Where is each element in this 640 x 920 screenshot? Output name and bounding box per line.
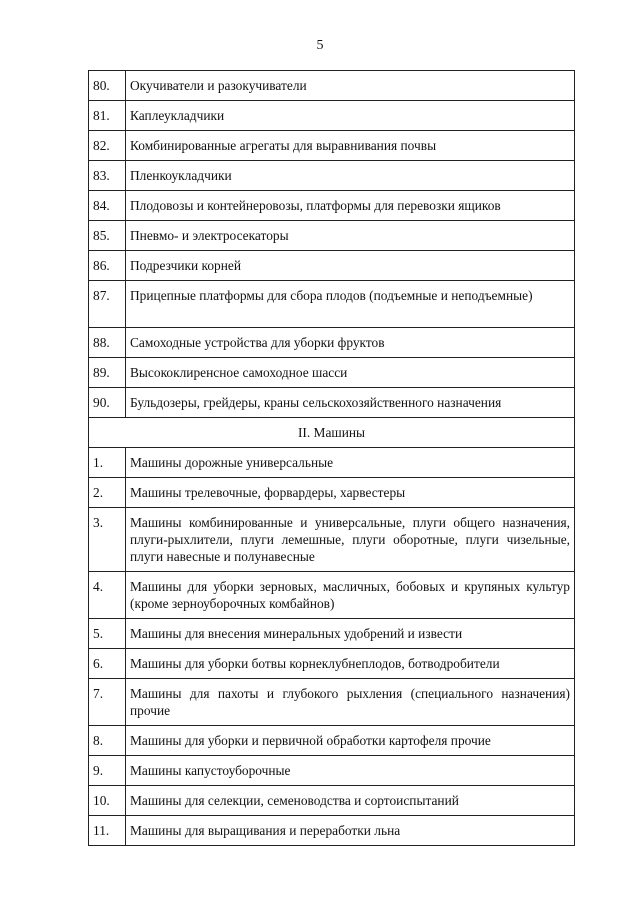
table-row (89, 649, 575, 679)
table-row (89, 619, 575, 649)
row-number: 4. (89, 572, 126, 619)
table-row (89, 756, 575, 786)
row-text: Машины дорожные универсальные (126, 448, 575, 478)
table-part-1 (89, 71, 575, 418)
row-text: Бульдозеры, грейдеры, краны сельскохозяйственного назначения (126, 388, 575, 418)
row-text: Пленкоукладчики (126, 161, 575, 191)
row-number: 88. (89, 328, 126, 358)
row-text: Машины для пахоты и глубокого рыхления (специального назначения) прочие (126, 679, 575, 726)
row-number: 82. (89, 131, 126, 161)
row-text: Машины для уборки и первичной обработки картофеля прочие (126, 726, 575, 756)
row-number: 5. (89, 619, 126, 649)
row-number: 80. (89, 71, 126, 101)
row-number: 7. (89, 679, 126, 726)
row-text: Машины для внесения минеральных удобрений и извести (126, 619, 575, 649)
table-row (89, 221, 575, 251)
section-title: II. Машины (89, 418, 575, 448)
row-number: 83. (89, 161, 126, 191)
table-row (89, 281, 575, 328)
table-row (89, 191, 575, 221)
row-number: 2. (89, 478, 126, 508)
row-number: 6. (89, 649, 126, 679)
table-row (89, 816, 575, 846)
table-row (89, 726, 575, 756)
row-text: Окучиватели и разокучиватели (126, 71, 575, 101)
table-row (89, 161, 575, 191)
machinery-list-table (88, 70, 575, 846)
row-number: 87. (89, 281, 126, 328)
table-part-2 (89, 448, 575, 846)
table-row (89, 131, 575, 161)
row-text: Самоходные устройства для уборки фруктов (126, 328, 575, 358)
row-text: Машины трелевочные, форвардеры, харвестеры (126, 478, 575, 508)
row-number: 85. (89, 221, 126, 251)
table-section-header (89, 418, 575, 448)
row-number: 89. (89, 358, 126, 388)
row-number: 86. (89, 251, 126, 281)
row-text: Машины для уборки ботвы корнеклубнеплодов, ботводробители (126, 649, 575, 679)
row-text: Плодовозы и контейнеровозы, платформы для перевозки ящиков (126, 191, 575, 221)
row-text: Машины для выращивания и переработки льна (126, 816, 575, 846)
row-text: Комбинированные агрегаты для выравнивания почвы (126, 131, 575, 161)
row-text: Каплеукладчики (126, 101, 575, 131)
row-text: Подрезчики корней (126, 251, 575, 281)
row-number: 1. (89, 448, 126, 478)
row-number: 9. (89, 756, 126, 786)
table-row (89, 358, 575, 388)
table-row (89, 251, 575, 281)
row-text: Пневмо- и электросекаторы (126, 221, 575, 251)
row-number: 81. (89, 101, 126, 131)
row-text: Машины для уборки зерновых, масличных, бобовых и крупяных культур (кроме зерноуборочных комбайнов) (126, 572, 575, 619)
row-number: 10. (89, 786, 126, 816)
table-row (89, 508, 575, 572)
table-row (89, 71, 575, 101)
table-row (89, 679, 575, 726)
row-number: 3. (89, 508, 126, 572)
table-row (89, 101, 575, 131)
row-text: Машины капустоуборочные (126, 756, 575, 786)
page-number: 5 (316, 38, 324, 53)
row-text: Высококлиренсное самоходное шасси (126, 358, 575, 388)
table-row (89, 328, 575, 358)
row-number: 90. (89, 388, 126, 418)
row-text: Прицепные платформы для сбора плодов (подъемные и неподъемные) (126, 281, 575, 328)
row-text: Машины комбинированные и универсальные, плуги общего назначения, плуги-рыхлители, плуги лемешные, плуги оборотные, плуги чизельные, плуги навесные и полунавесные (126, 508, 575, 572)
table-row (89, 448, 575, 478)
section-row (89, 418, 575, 448)
row-number: 8. (89, 726, 126, 756)
table-row (89, 572, 575, 619)
row-number: 84. (89, 191, 126, 221)
row-number: 11. (89, 816, 126, 846)
table-row (89, 478, 575, 508)
table-row (89, 786, 575, 816)
row-text: Машины для селекции, семеноводства и сортоиспытаний (126, 786, 575, 816)
table-row (89, 388, 575, 418)
